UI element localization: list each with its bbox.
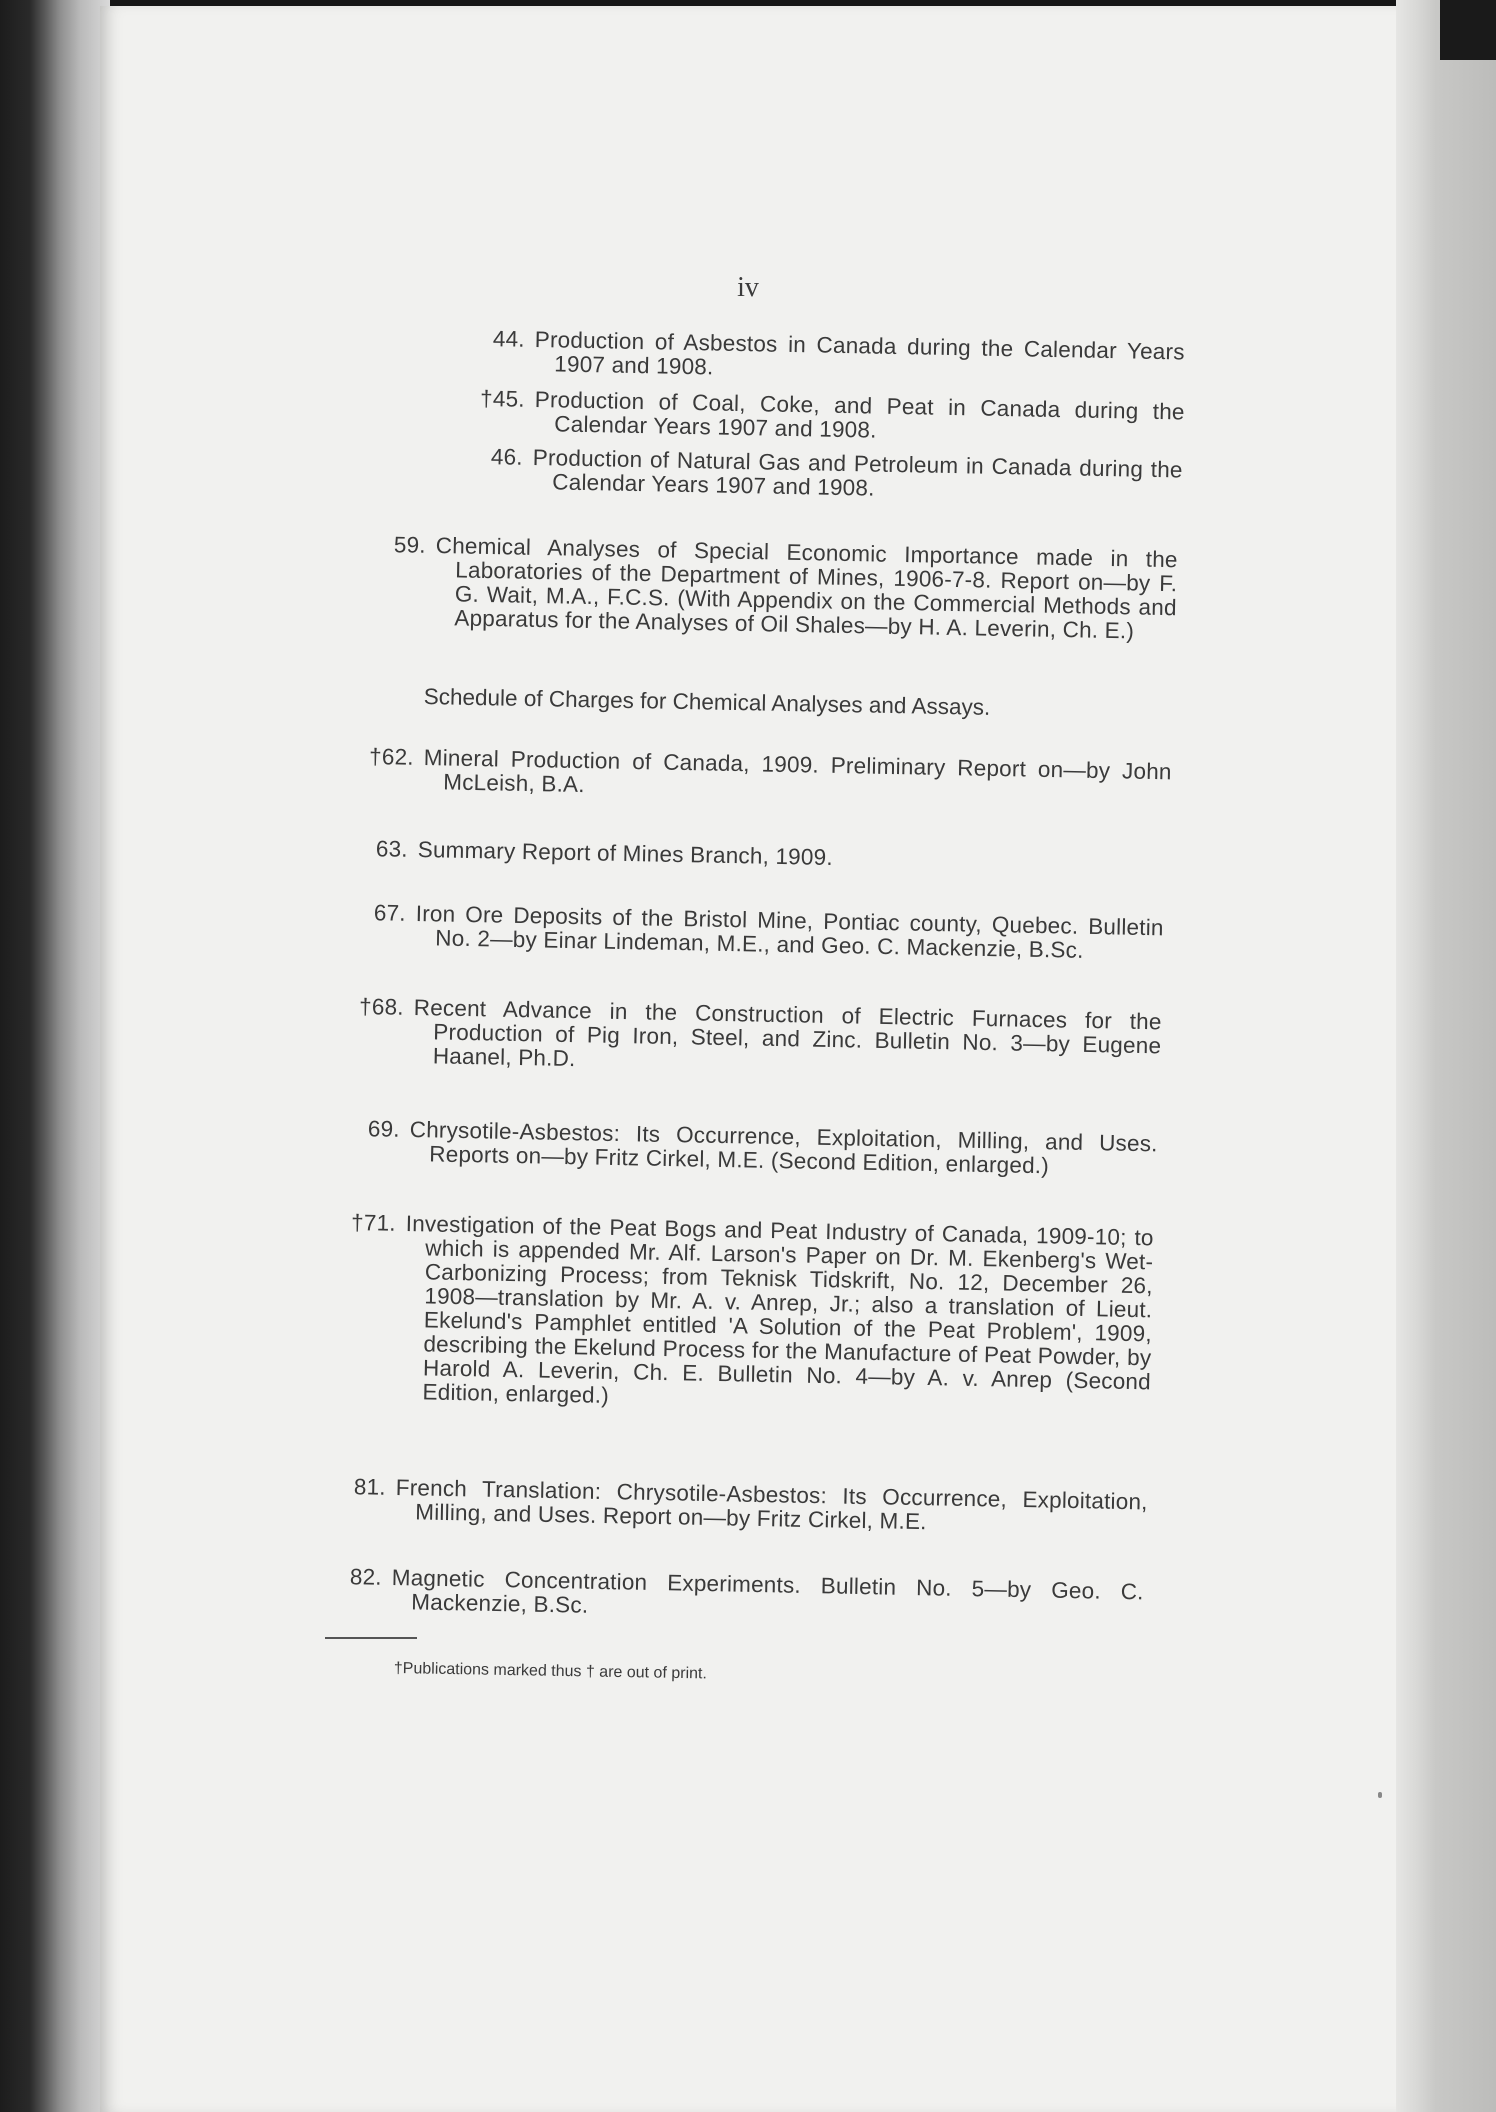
- list-item: [490, 444, 1183, 506]
- entry-number: †45.: [479, 385, 526, 412]
- list-item: [350, 1209, 1154, 1418]
- entry-number: 81.: [353, 1474, 387, 1500]
- entry-text: Chrysotile-Asbestos: Its Occurrence, Exploitation, Milling, and Uses. Reports on—by Fritz Cirkel, M.E. (Second Edition, enlarged.): [409, 1117, 1158, 1179]
- entry-number: 46.: [490, 444, 524, 470]
- entry-text: Summary Report of Mines Branch, 1909.: [417, 837, 834, 870]
- list-item: [375, 836, 1166, 876]
- list-item: [353, 1474, 1148, 1538]
- footnote-rule: [325, 1637, 417, 1639]
- entry-number: 82.: [349, 1564, 383, 1590]
- entry-text: Iron Ore Deposits of the Bristol Mine, Pontiac county, Quebec. Bulletin No. 2—by Einar Lindeman, M.E., and Geo. C. Mackenzie, B.Sc.: [415, 901, 1164, 963]
- schedule-note: Schedule of Charges for Chemical Analyses and Assays.: [423, 684, 991, 720]
- entry-number: 44.: [492, 326, 526, 352]
- entry-number: 59.: [393, 532, 427, 558]
- list-item: [393, 532, 1178, 644]
- entry-number: 67.: [373, 900, 407, 926]
- entry-text: French Translation: Chrysotile-Asbestos: Its Occurrence, Exploitation, Milling, and Uses. Report on—by Fritz Cirkel, M.E.: [395, 1475, 1148, 1535]
- list-item: [373, 900, 1164, 964]
- list-item: [349, 1564, 1144, 1628]
- entry-number: 63.: [375, 836, 409, 862]
- entry-text: Production of Coal, Coke, and Peat in Canada during the Calendar Years 1907 and 1908.: [534, 387, 1185, 443]
- entry-text: Investigation of the Peat Bogs and Peat Industry of Canada, 1909-10; to which is appended Mr. Alf. Larson's Paper on Dr. M. Ekenberg's Wet-Carbonizing Process; from Teknisk Tidskrift, No. 12, December 26, 1908—translation by Mr. A. v. Anrep, Jr.; also a translation of Lieut. Ekelund's Pamphlet entitled 'A Solution of the Peat Problem', 1909, describing the Ekelund Process for the Manufacture of Peat Powder, by Harold A. Leverin, Ch. E. Bulletin No. 4—by A. v. Anrep (Second Edition, enlarged.): [405, 1211, 1154, 1408]
- entry-text: Magnetic Concentration Experiments. Bulletin No. 5—by Geo. C. Mackenzie, B.Sc.: [391, 1565, 1144, 1618]
- entry-number: †62.: [368, 743, 415, 770]
- footnote: †Publications marked thus † are out of print.: [393, 1660, 708, 1683]
- scan-speck: [1378, 1792, 1382, 1798]
- entry-text: Production of Asbestos in Canada during the Calendar Years 1907 and 1908.: [534, 327, 1185, 380]
- entry-number: 69.: [367, 1116, 401, 1142]
- page-number: iv: [737, 272, 759, 303]
- entry-number: †71.: [350, 1209, 397, 1236]
- entry-text: Mineral Production of Canada, 1909. Preliminary Report on—by John McLeish, B.A.: [423, 745, 1172, 798]
- entry-text: Chemical Analyses of Special Economic Importance made in the Laboratories of the Department of Mines, 1906-7-8. Report on—by F. G. Wait, M.A., F.C.S. (With Appendix on the Commercial Methods and Apparatus for the Analyses of Oil Shales—by H. A. Leverin, Ch. E.): [435, 533, 1178, 644]
- entry-text: Production of Natural Gas and Petroleum in Canada during the Calendar Years 1907 and 1908.: [532, 445, 1183, 501]
- entry-text: Recent Advance in the Construction of Electric Furnaces for the Production of Pig Iron, Steel, and Zinc. Bulletin No. 3—by Eugene Haanel, Ph.D.: [413, 995, 1162, 1072]
- list-item: [367, 1116, 1158, 1180]
- list-item: [479, 385, 1185, 448]
- entry-number: †68.: [358, 993, 405, 1020]
- list-item: [492, 326, 1185, 388]
- list-item: [358, 993, 1162, 1082]
- list-item: [368, 743, 1172, 808]
